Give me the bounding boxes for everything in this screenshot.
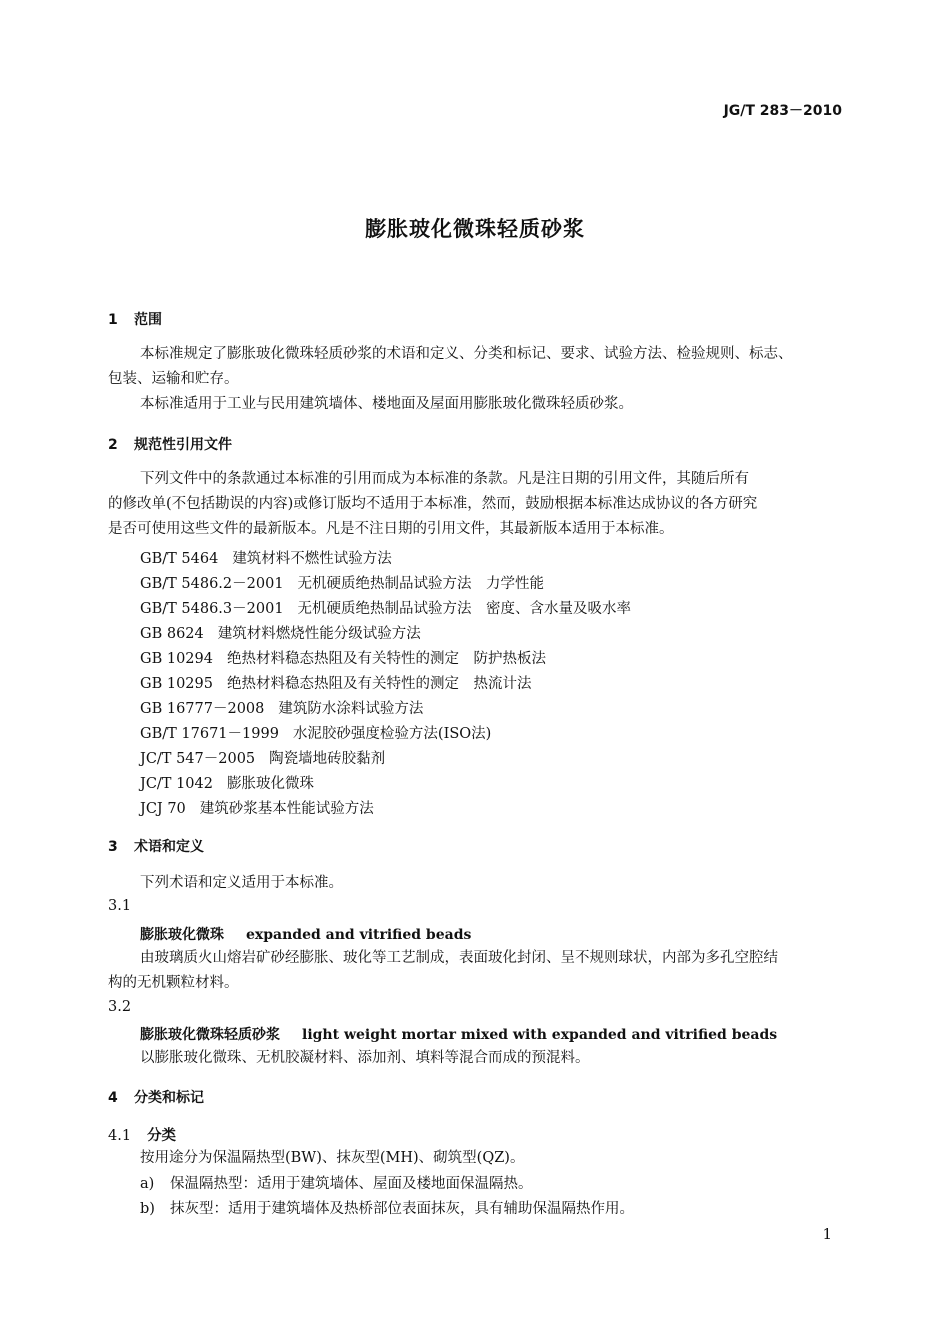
reference-item (140, 547, 392, 568)
list-text: 保温隔热型：适用于建筑墙体、屋面及楼地面保温隔热。 (170, 1176, 533, 1192)
reference-title: 水泥胶砂强度检验方法(ISO法) (292, 726, 492, 742)
section-title: 范围 (134, 312, 162, 328)
reference-title: 建筑防水涂料试验方法 (278, 701, 424, 717)
paragraph-line: 本标准适用于工业与民用建筑墙体、楼地面及屋面用膨胀玻化微珠轻质砂浆。 (140, 396, 633, 412)
reference-item (140, 597, 631, 618)
subsection-4-1-heading (108, 1124, 176, 1145)
list-text: 抹灰型：适用于建筑墙体及热桥部位表面抹灰，具有辅助保温隔热作用。 (170, 1201, 634, 1217)
clause-number: 3.2 (108, 999, 132, 1015)
reference-code: GB/T 17671－1999 (140, 726, 279, 742)
document-number: JG/T 283－2010 (723, 103, 842, 119)
subsection-number: 4.1 (108, 1128, 132, 1144)
reference-code: GB/T 5486.3－2001 (140, 601, 284, 617)
reference-code: JC/T 1042 (140, 776, 213, 792)
section-number: 4 (108, 1090, 118, 1106)
definition-line: 由玻璃质火山熔岩矿砂经膨胀、玻化等工艺制成，表面玻化封闭、呈不规则球状，内部为多孔空腔结 (140, 950, 778, 966)
term-english: light weight mortar mixed with expanded and vitrified beads (302, 1027, 778, 1043)
reference-title: 建筑材料不燃性试验方法 (232, 551, 392, 567)
reference-title: 膨胀玻化微珠 (226, 776, 314, 792)
section-title: 分类和标记 (134, 1090, 204, 1106)
reference-code: GB/T 5464 (140, 551, 219, 567)
reference-code: GB 10295 (140, 676, 213, 692)
reference-title: 陶瓷墙地砖胶黏剂 (269, 751, 386, 767)
section-title: 规范性引用文件 (134, 437, 232, 453)
reference-code: GB 10294 (140, 651, 213, 667)
section-number: 3 (108, 839, 118, 855)
term-english: expanded and vitrified beads (246, 927, 472, 943)
reference-item (140, 722, 491, 743)
section-2-heading (108, 434, 232, 454)
section-number: 1 (108, 312, 118, 328)
reference-item (140, 772, 314, 793)
paragraph-line: 的修改单(不包括勘误的内容)或修订版均不适用于本标准，然而，鼓励根据本标准达成协议的各方研究 (108, 496, 758, 512)
section-4-heading (108, 1087, 204, 1107)
reference-item (140, 672, 531, 693)
term-heading (140, 1024, 777, 1044)
definition-line: 以膨胀玻化微珠、无机胶凝材料、添加剂、填料等混合而成的预混料。 (140, 1050, 590, 1066)
reference-item (140, 697, 423, 718)
paragraph-line: 按用途分为保温隔热型(BW)、抹灰型(MH)、砌筑型(QZ)。 (140, 1150, 525, 1166)
paragraph-line: 是否可使用这些文件的最新版本。凡是不注日期的引用文件，其最新版本适用于本标准。 (108, 521, 674, 537)
list-marker: b) (140, 1201, 155, 1217)
reference-title: 绝热材料稳态热阻及有关特性的测定 热流计法 (226, 676, 532, 692)
reference-code: GB 16777－2008 (140, 701, 265, 717)
definition-line: 构的无机颗粒材料。 (108, 975, 239, 991)
section-number: 2 (108, 437, 118, 453)
list-marker: a) (140, 1176, 155, 1192)
reference-item (140, 647, 546, 668)
subsection-title: 分类 (147, 1128, 177, 1144)
reference-item (140, 797, 374, 818)
paragraph-line: 下列文件中的条款通过本标准的引用而成为本标准的条款。凡是注日期的引用文件，其随后所有 (140, 471, 749, 487)
list-item (140, 1172, 533, 1193)
section-1-heading (108, 309, 162, 329)
section-3-heading (108, 836, 204, 856)
paragraph-line: 包装、运输和贮存。 (108, 371, 239, 387)
paragraph-line: 下列术语和定义适用于本标准。 (140, 875, 343, 891)
paragraph-line: 本标准规定了膨胀玻化微珠轻质砂浆的术语和定义、分类和标记、要求、试验方法、检验规则、标志、 (140, 346, 793, 362)
clause-number: 3.1 (108, 898, 132, 914)
term-heading (140, 924, 471, 944)
reference-title: 建筑砂浆基本性能试验方法 (199, 801, 374, 817)
reference-item (140, 747, 385, 768)
reference-title: 无机硬质绝热制品试验方法 力学性能 (297, 576, 545, 592)
page-number: 1 (822, 1225, 832, 1243)
list-item (140, 1197, 634, 1218)
term-chinese: 膨胀玻化微珠 (140, 927, 224, 943)
reference-item (140, 622, 421, 643)
reference-title: 绝热材料稳态热阻及有关特性的测定 防护热板法 (226, 651, 546, 667)
reference-title: 无机硬质绝热制品试验方法 密度、含水量及吸水率 (297, 601, 632, 617)
reference-code: GB/T 5486.2－2001 (140, 576, 284, 592)
section-title: 术语和定义 (134, 839, 204, 855)
reference-title: 建筑材料燃烧性能分级试验方法 (217, 626, 421, 642)
reference-code: GB 8624 (140, 626, 204, 642)
term-chinese: 膨胀玻化微珠轻质砂浆 (140, 1027, 280, 1043)
reference-code: JC/T 547－2005 (140, 751, 256, 767)
page-title: 膨胀玻化微珠轻质砂浆 (365, 217, 585, 241)
reference-code: JCJ 70 (140, 801, 186, 817)
reference-item (140, 572, 544, 593)
